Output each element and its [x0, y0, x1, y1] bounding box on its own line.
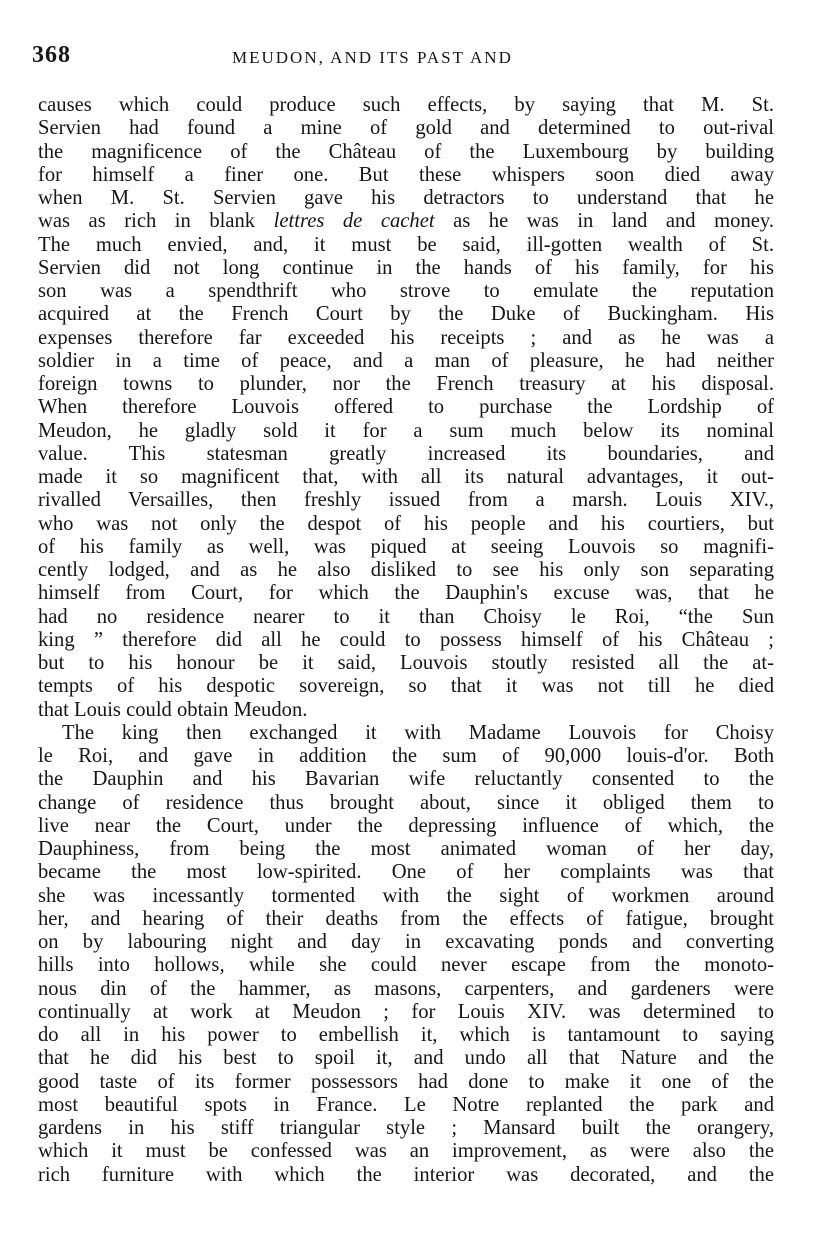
text-line: Meudon, he gladly sold it for a sum much below its nominal [38, 419, 774, 442]
text-line: that he did his best to spoil it, and undo all that Nature and the [38, 1047, 774, 1070]
paragraph [38, 94, 774, 722]
text-line: When therefore Louvois offered to purchase the Lordship of [38, 396, 774, 419]
text-line: expenses therefore far exceeded his receipts ; and as he was a [38, 326, 774, 349]
text-line: good taste of its former possessors had done to make it one of the [38, 1070, 774, 1093]
text-line: most beautiful spots in France. Le Notre replanted the park and [38, 1093, 774, 1116]
text-line: she was incessantly tormented with the sight of workmen around [38, 884, 774, 907]
text-line: her, and hearing of their deaths from the effects of fatigue, brought [38, 907, 774, 930]
text-line: soldier in a time of peace, and a man of pleasure, he had neither [38, 349, 774, 372]
text-line: made it so magnificent that, with all its natural advantages, it out- [38, 466, 774, 488]
text-line: The much envied, and, it must be said, ill-gotten wealth of St. [38, 233, 774, 256]
text-line: value. This statesman greatly increased its boundaries, and [38, 442, 774, 465]
text-line: which it must be confessed was an improvement, as were also the [38, 1140, 774, 1163]
text-line: hills into hollows, while she could never escape from the monoto- [38, 954, 774, 977]
text-line: but to his honour be it said, Louvois stoutly resisted all the at- [38, 652, 774, 674]
text-line: that Louis could obtain Meudon. [38, 698, 308, 721]
text-line: the Dauphin and his Bavarian wife reluctantly consented to the [38, 768, 774, 791]
text-line: for himself a finer one. But these whispers soon died away [38, 163, 774, 186]
text-line: continually at work at Meudon ; for Louis XIV. was determined to [38, 1000, 774, 1023]
text-line: was as rich in blank lettres de cachet as he was in land and money. [38, 210, 775, 233]
text-line: do all in his power to embellish it, which is tantamount to saying [38, 1024, 774, 1046]
text-line: le Roi, and gave in addition the sum of 90,000 louis-d'or. Both [38, 745, 774, 767]
text-line: who was not only the despot of his people and his courtiers, but [38, 512, 774, 535]
text-line: rivalled Versailles, then freshly issued from a marsh. Louis XIV., [38, 489, 774, 512]
text-line: of his family as well, was piqued at seeing Louvois so magnifi- [38, 535, 774, 558]
text-line: nous din of the hammer, as masons, carpenters, and gardeners were [38, 977, 774, 1000]
text-line: himself from Court, for which the Dauphin's excuse was, that he [38, 582, 774, 605]
text-line: cently lodged, and as he also disliked to see his only son separating [38, 559, 774, 581]
text-line: Servien had found a mine of gold and determined to out-rival [38, 117, 774, 140]
text-line: causes which could produce such effects, by saying that M. St. [38, 94, 774, 116]
text-line: live near the Court, under the depressing influence of which, the [38, 814, 774, 837]
paragraph [38, 722, 774, 1187]
text-line: son was a spendthrift who strove to emulate the reputation [38, 280, 774, 302]
page-number: 368 [32, 42, 71, 68]
text-line: when M. St. Servien gave his detractors to understand that he [38, 187, 774, 209]
text-line: on by labouring night and day in excavating ponds and converting [38, 931, 774, 953]
text-line: Dauphiness, from being the most animated woman of her day, [38, 838, 774, 860]
text-line: The king then exchanged it with Madame Louvois for Choisy [62, 721, 774, 744]
text-line: became the most low-spirited. One of her complaints was that [38, 861, 774, 884]
text-line: foreign towns to plunder, nor the French treasury at his disposal. [38, 373, 774, 395]
text-line: had no residence nearer to it than Choisy le Roi, “the Sun [38, 605, 774, 628]
text-line: king ” therefore did all he could to possess himself of his Château ; [38, 628, 774, 651]
text-line: tempts of his despotic sovereign, so that it was not till he died [38, 675, 774, 698]
running-head: MEUDON, AND ITS PAST AND [232, 48, 513, 67]
page-header [32, 42, 792, 72]
body-text [38, 94, 774, 1187]
text-line: gardens in his stiff triangular style ; Mansard built the orangery, [38, 1117, 774, 1139]
text-line: Servien did not long continue in the hands of his family, for his [38, 256, 774, 279]
text-line: acquired at the French Court by the Duke of Buckingham. His [38, 303, 774, 326]
text-line: the magnificence of the Château of the Luxembourg by building [38, 140, 774, 163]
text-line: change of residence thus brought about, since it obliged them to [38, 791, 774, 814]
text-line: rich furniture with which the interior was decorated, and the [38, 1163, 774, 1186]
paragraph-container [38, 94, 774, 1187]
